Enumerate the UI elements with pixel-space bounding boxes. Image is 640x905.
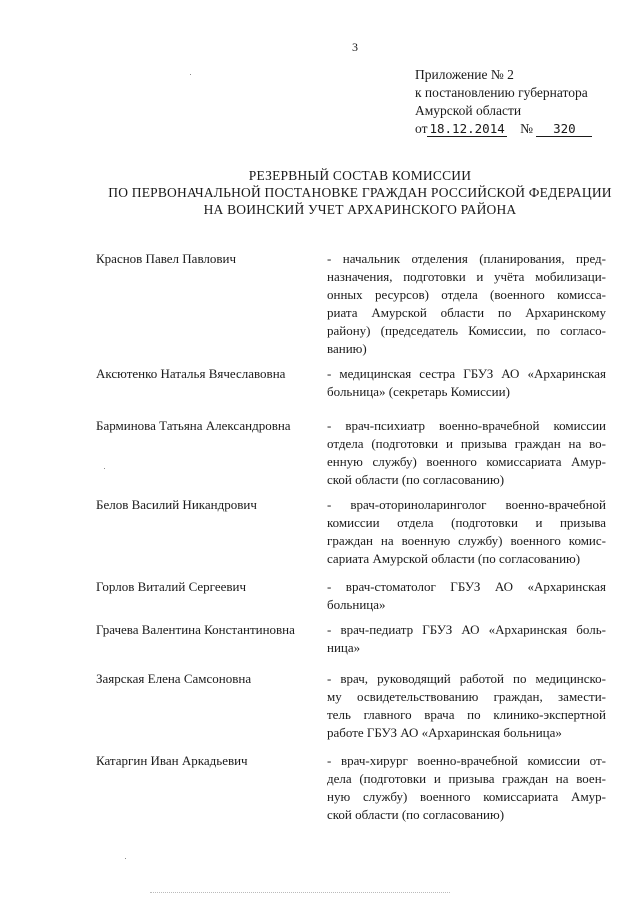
member-role: - врач, руководящий работой по медицинско- му освидетельствованию граждан, замести- тель главного врача по клинико-экспертной работе ГБУЗ АО «Архаринская больница» (327, 671, 606, 740)
member-name: Белов Василий Никандрович (96, 497, 257, 512)
member-name: Барминова Татьяна Александровна (96, 418, 291, 433)
member-role: - медицинская сестра ГБУЗ АО «Архаринская больница» (секретарь Комиссии) (327, 366, 606, 399)
member-name: Горлов Виталий Сергеевич (96, 579, 247, 594)
appendix-decree-ref: к постановлению губернатора (415, 85, 588, 100)
scan-edge-mark (150, 892, 450, 893)
appendix-title: Приложение № 2 (415, 67, 514, 82)
member-role: - начальник отделения (планирования, пред- назначения, подготовки и учёта мобилизаци- онных ресурсов) отдела (военного комисса- риата Амурской области по Архаринскому району) (председатель Комиссии, по согласо- ванию) (327, 251, 606, 356)
member-name: Грачева Валентина Константиновна (96, 622, 295, 637)
page-number: 3 (352, 40, 358, 54)
title-line-1: РЕЗЕРВНЫЙ СОСТАВ КОМИССИИ (248, 168, 472, 183)
member-name: Аксютенко Наталья Вячеславовна (96, 366, 286, 381)
scan-speck (104, 468, 105, 469)
member-name: Заярская Елена Самсоновна (96, 671, 252, 686)
member-role: - врач-оториноларинголог военно-врачебной комиссии отдела (подготовки и призыва граждан на военную службу) военного комис- сариата Амурской области (по согласованию) (327, 497, 606, 566)
title-line-3: НА ВОИНСКИЙ УЧЕТ АРХАРИНСКОГО РАЙОНА (203, 202, 517, 217)
appendix-region: Амурской области (415, 103, 522, 118)
decree-date: 18.12.2014 (429, 121, 505, 136)
member-role: - врач-педиатр ГБУЗ АО «Архаринская боль- ница» (327, 622, 606, 655)
title-line-2: ПО ПЕРВОНАЧАЛЬНОЙ ПОСТАНОВКЕ ГРАЖДАН РОССИЙСКОЙ ФЕДЕРАЦИИ (108, 185, 612, 200)
number-prefix: № (520, 121, 534, 136)
scan-speck (190, 74, 191, 75)
member-name: Краснов Павел Павлович (96, 251, 237, 266)
member-role: - врач-психиатр военно-врачебной комиссии отдела (подготовки и призыва граждан на во- енную службу) военного комиссариата Амур- ской области (по согласованию) (327, 418, 606, 487)
member-name: Катаргин Иван Аркадьевич (96, 753, 248, 768)
member-role: - врач-хирург военно-врачебной комиссии от- дела (подготовки и призыва граждан на воен- ную службу) военного комиссариата Амур- ской области (по согласованию) (327, 753, 606, 822)
member-role: - врач-стоматолог ГБУЗ АО «Архаринская больница» (327, 579, 606, 612)
decree-number: 320 (536, 122, 592, 137)
date-prefix: от (415, 121, 428, 136)
scan-speck (125, 858, 126, 859)
